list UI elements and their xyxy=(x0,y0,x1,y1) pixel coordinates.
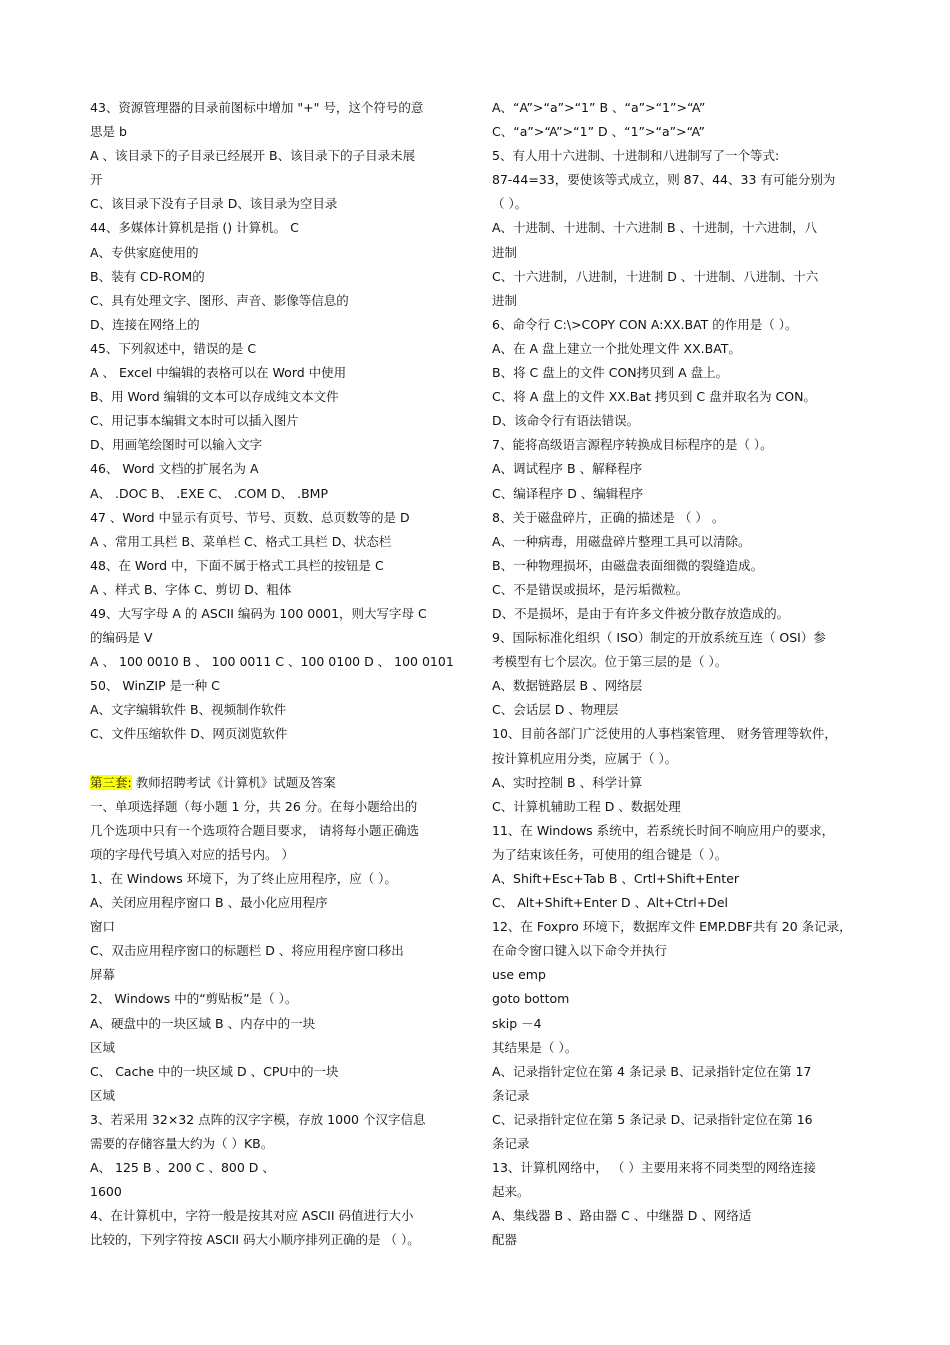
text-line: 13、计算机网络中， （ ）主要用来将不同类型的网络连接 xyxy=(492,1160,816,1176)
text-line: 2、 Windows 中的“剪贴板”是（ ）。 xyxy=(90,991,298,1007)
text-line: A 、样式 B、字体 C、剪切 D、粗体 xyxy=(90,581,292,597)
text-line: C、 Cache 中的一块区域 D 、CPU中的一块 xyxy=(90,1063,339,1079)
text-line: 区域 xyxy=(90,1039,116,1055)
text-line: A、集线器 B 、路由器 C 、中继器 D 、网络适 xyxy=(492,1208,752,1224)
section-title xyxy=(90,771,462,795)
text-line: C、用记事本编辑文本时可以插入图片 xyxy=(90,413,299,429)
text-line: C、文件压缩软件 D、网页浏览软件 xyxy=(90,726,288,742)
text-line: C、不是错误或损坏，是污垢微粒。 xyxy=(492,581,689,597)
section-title-text: 教师招聘考试《计算机》试题及答案 xyxy=(131,774,336,790)
text-line: D、不是损坏，是由于有许多文件被分散存放造成的。 xyxy=(492,605,790,621)
text-line: A、数据链路层 B 、网络层 xyxy=(492,678,643,694)
text-line: A、记录指针定位在第 4 条记录 B、记录指针定位在第 17 xyxy=(492,1063,812,1079)
text-line: 的编码是 V xyxy=(90,630,153,646)
text-line: skip －4 xyxy=(492,1015,542,1031)
text-line: A、硬盘中的一块区域 B 、内存中的一块 xyxy=(90,1015,316,1031)
text-line: C、“a”>“A”>“1” D 、“1”>“a”>“A” xyxy=(492,124,705,140)
text-line: 需要的存储容量大约为（ ）KB。 xyxy=(90,1136,274,1152)
text-line: A、关闭应用程序窗口 B 、最小化应用程序 xyxy=(90,895,328,911)
text-line: 12、在 Foxpro 环境下，数据库文件 EMP.DBF共有 20 条记录， xyxy=(492,919,852,935)
text-line: 11、在 Windows 系统中，若系统长时间不响应用户的要求， xyxy=(492,822,835,838)
text-line: 项的字母代号填入对应的括号内。 ） xyxy=(90,846,294,862)
text-line: 8、关于磁盘碎片，正确的描述是 （ ） 。 xyxy=(492,509,725,525)
text-line: C、计算机辅助工程 D 、数据处理 xyxy=(492,798,681,814)
text-line: C、十六进制，八进制，十进制 D 、十进制、八进制、十六 xyxy=(492,268,819,284)
text-line: 3、若采用 32×32 点阵的汉字字模，存放 1000 个汉字信息 xyxy=(90,1111,426,1127)
text-line: A、十进制、十进制、十六进制 B 、十进制，十六进制，八 xyxy=(492,220,818,236)
text-line: 43、资源管理器的目录前图标中增加 "+" 号，这个符号的意 xyxy=(90,100,424,115)
text-line: C、将 A 盘上的文件 XX.Bat 拷贝到 C 盘并取名为 CON。 xyxy=(492,389,816,405)
text-line: A、“A”>“a”>“1” B 、“a”>“1”>“A” xyxy=(492,100,706,115)
text-line: 起来。 xyxy=(492,1184,530,1200)
text-line: 49、大写字母 A 的 ASCII 编码为 100 0001，则大写字母 C xyxy=(90,605,427,621)
text-line: 50、 WinZIP 是一种 C xyxy=(90,678,220,694)
blank-line xyxy=(90,747,462,771)
right-column xyxy=(492,96,864,1253)
text-line: A 、常用工具栏 B、菜单栏 C、格式工具栏 D、状态栏 xyxy=(90,533,392,549)
text-line: C、双击应用程序窗口的标题栏 D 、将应用程序窗口移出 xyxy=(90,943,404,959)
text-line: 条记录 xyxy=(492,1136,530,1152)
text-line: B、一种物理损坏，由磁盘表面细微的裂缝造成。 xyxy=(492,557,764,573)
text-line: goto bottom xyxy=(492,991,570,1007)
text-line: 思是 b xyxy=(90,124,127,140)
text-line: 其结果是（ ）。 xyxy=(492,1039,578,1055)
text-line: 45、下列叙述中，错误的是 C xyxy=(90,340,257,356)
text-line: A、调试程序 B 、解释程序 xyxy=(492,461,643,477)
text-line: 7、能将高级语言源程序转换成目标程序的是（ ）。 xyxy=(492,437,773,453)
text-line: 47 、Word 中显示有页号、节号、页数、总页数等的是 D xyxy=(90,509,410,525)
text-line: （ ）。 xyxy=(492,196,528,212)
text-line: D、连接在网络上的 xyxy=(90,316,200,332)
text-line: 9、国际标准化组织（ ISO）制定的开放系统互连（ OSI）参 xyxy=(492,630,826,646)
text-line: C、该目录下没有子目录 D、该目录为空目录 xyxy=(90,196,338,212)
text-line: A、实时控制 B 、科学计算 xyxy=(492,774,643,790)
text-line: 1、在 Windows 环境下，为了终止应用程序，应（ ）。 xyxy=(90,871,397,886)
text-line: 考模型有七个层次。位于第三层的是（ ）。 xyxy=(492,654,728,670)
text-line: A、文字编辑软件 B、视频制作软件 xyxy=(90,702,287,718)
text-line: 10、目前各部门广泛使用的人事档案管理、 财务管理等软件， xyxy=(492,726,837,742)
text-line: A、一种病毒，用磁盘碎片整理工具可以清除。 xyxy=(492,533,751,549)
text-line: 1600 xyxy=(90,1184,122,1200)
text-line: D、用画笔绘图时可以输入文字 xyxy=(90,437,263,453)
text-line: C、记录指针定位在第 5 条记录 D、记录指针定位在第 16 xyxy=(492,1111,813,1127)
text-line: A、专供家庭使用的 xyxy=(90,244,199,260)
text-line: 87-44=33，要使该等式成立，则 87、44、33 有可能分别为 xyxy=(492,172,836,188)
text-line: A 、 Excel 中编辑的表格可以在 Word 中使用 xyxy=(90,365,347,381)
text-line: 4、在计算机中，字符一般是按其对应 ASCII 码值进行大小 xyxy=(90,1208,414,1224)
text-line: A 、该目录下的子目录已经展开 B、该目录下的子目录未展 xyxy=(90,148,416,164)
text-line: A、 125 B 、200 C 、800 D 、 xyxy=(90,1160,275,1176)
text-line: 在命令窗口键入以下命令并执行 xyxy=(492,943,668,959)
text-line: 窗口 xyxy=(90,919,116,935)
text-line: 6、命令行 C:\>COPY CON A:XX.BAT 的作用是（ ）。 xyxy=(492,316,798,332)
text-line: 46、 Word 文档的扩展名为 A xyxy=(90,461,259,477)
text-line: B、将 C 盘上的文件 CON拷贝到 A 盘上。 xyxy=(492,365,729,381)
section-title-highlight: 第三套: xyxy=(90,774,132,790)
left-column xyxy=(90,96,462,1253)
text-line: 区域 xyxy=(90,1087,116,1103)
text-line: B、装有 CD-ROM的 xyxy=(90,268,205,284)
text-line: A 、 100 0010 B 、 100 0011 C 、100 0100 D 、 100 0101 xyxy=(90,654,454,670)
text-line: 48、在 Word 中，下面不属于格式工具栏的按钮是 C xyxy=(90,557,384,573)
text-line: C、会话层 D 、物理层 xyxy=(492,702,619,718)
text-line: 几个选项中只有一个选项符合题目要求， 请将每小题正确选 xyxy=(90,822,419,838)
text-line: C、具有处理文字、图形、声音、影像等信息的 xyxy=(90,292,349,308)
text-line: 按计算机应用分类，应属于（ ）。 xyxy=(492,750,678,766)
text-line: C、 Alt+Shift+Enter D 、Alt+Ctrl+Del xyxy=(492,895,729,911)
text-line: 比较的，下列字符按 ASCII 码大小顺序排列正确的是 （ ）。 xyxy=(90,1232,420,1248)
text-line: use emp xyxy=(492,967,546,983)
text-line: A、在 A 盘上建立一个批处理文件 XX.BAT。 xyxy=(492,340,741,356)
text-line: A、Shift+Esc+Tab B 、Crtl+Shift+Enter xyxy=(492,871,740,886)
text-line: 配器 xyxy=(492,1232,518,1248)
text-line: 一、单项选择题（每小题 1 分，共 26 分。在每小题给出的 xyxy=(90,798,418,814)
text-line: A、 .DOC B、 .EXE C、 .COM D、 .BMP xyxy=(90,485,328,501)
text-line: C、编译程序 D 、编辑程序 xyxy=(492,485,644,501)
text-line: D、该命令行有语法错误。 xyxy=(492,413,640,429)
text-line: 条记录 xyxy=(492,1087,530,1103)
text-line: 44、多媒体计算机是指 () 计算机。 C xyxy=(90,220,299,236)
text-line: 进制 xyxy=(492,292,518,308)
text-line: B、用 Word 编辑的文本可以存成纯文本文件 xyxy=(90,389,339,405)
text-line: 开 xyxy=(90,172,103,188)
text-line: 5、有人用十六进制、十进制和八进制写了一个等式: xyxy=(492,148,780,164)
text-line: 屏幕 xyxy=(90,967,116,983)
text-line: 进制 xyxy=(492,244,518,260)
text-line: 为了结束该任务，可使用的组合键是（ ）。 xyxy=(492,846,728,862)
